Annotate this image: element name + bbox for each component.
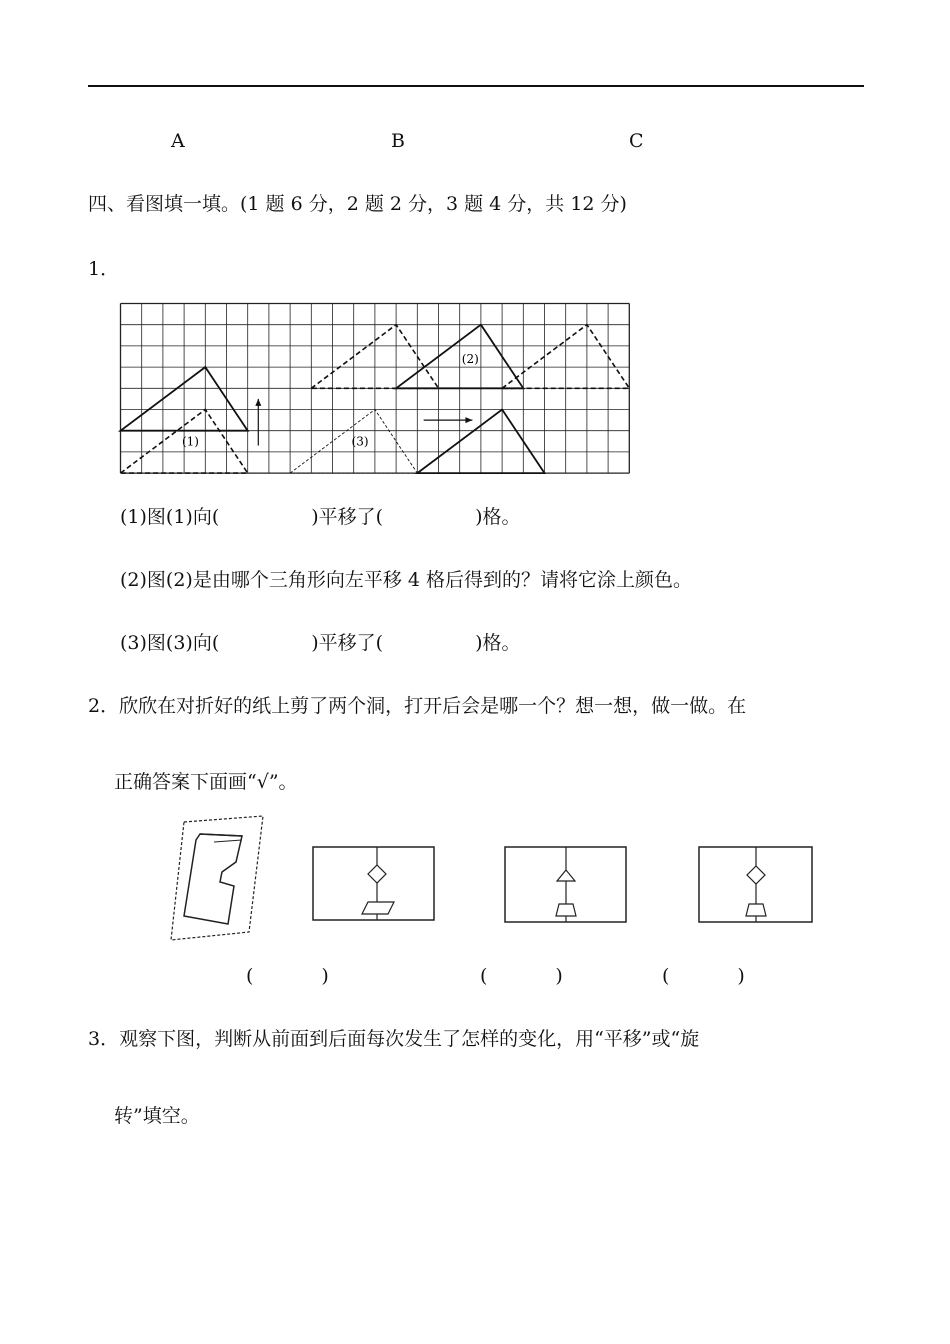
option-c-label: C: [629, 130, 644, 152]
folded-paper-figure: [166, 812, 268, 944]
q3-line2: 转”填空。: [114, 1105, 200, 1127]
q1-sub1-text-b: )平移了(: [311, 506, 384, 528]
answer-slot-2[interactable]: [480, 964, 563, 988]
arrow-right-icon-head: [465, 417, 472, 423]
q1-sub1-text-c: )格。: [475, 506, 521, 528]
option-b-label: B: [391, 130, 405, 152]
q1-sub2: (2)图(2)是由哪个三角形向左平移 4 格后得到的？请将它涂上颜色。: [120, 569, 692, 591]
answer-option-2-figure[interactable]: [504, 846, 628, 924]
parallelogram-shape: [362, 902, 394, 914]
answer-option-3-figure[interactable]: [698, 846, 814, 924]
answer-option-1-figure[interactable]: [312, 846, 436, 922]
q1-sub1-text-a: (1)图(1)向(: [120, 506, 220, 528]
section-heading: 四、看图填一填。(1 题 6 分，2 题 2 分，3 题 4 分，共 12 分): [88, 193, 627, 215]
answer-slot-2-close: ): [555, 965, 563, 987]
q1-sub3-text-c: )格。: [475, 632, 521, 654]
figure-label-3: (3): [351, 434, 369, 449]
answer-slot-2-open: (: [480, 965, 488, 987]
q1-number: 1．: [88, 258, 120, 280]
q1-sub1: [120, 505, 521, 529]
q1-sub3: [120, 631, 521, 655]
q3-line1: 3．观察下图，判断从前面到后面每次发生了怎样的变化，用“平移”或“旋: [88, 1028, 700, 1050]
top-rule: [88, 85, 864, 87]
q2-line1: 2．欣欣在对折好的纸上剪了两个洞，打开后会是哪一个？想一想，做一做。在: [88, 695, 747, 717]
q1-sub3-text-a: (3)图(3)向(: [120, 632, 220, 654]
answer-slot-1-open: (: [246, 965, 254, 987]
answer-slot-3-open: (: [662, 965, 670, 987]
trapezoid-shape: [746, 904, 766, 916]
answer-slot-3[interactable]: [662, 964, 745, 988]
answer-slot-1-close: ): [321, 965, 329, 987]
translation-grid-figure: [118, 301, 636, 477]
q1-sub3-text-b: )平移了(: [311, 632, 384, 654]
answer-slot-1[interactable]: [246, 964, 329, 988]
option-a-label: A: [171, 130, 185, 152]
figure-label-1: (1): [181, 434, 199, 449]
arrow-up-icon-head: [255, 399, 261, 406]
answer-slot-3-close: ): [737, 965, 745, 987]
diamond-shape: [368, 865, 386, 883]
q2-line2: 正确答案下面画“√”。: [114, 771, 298, 793]
diamond-shape: [747, 866, 765, 884]
trapezoid-shape: [556, 904, 576, 916]
triangle-shape: [557, 870, 575, 881]
figure-label-2: (2): [461, 351, 479, 366]
